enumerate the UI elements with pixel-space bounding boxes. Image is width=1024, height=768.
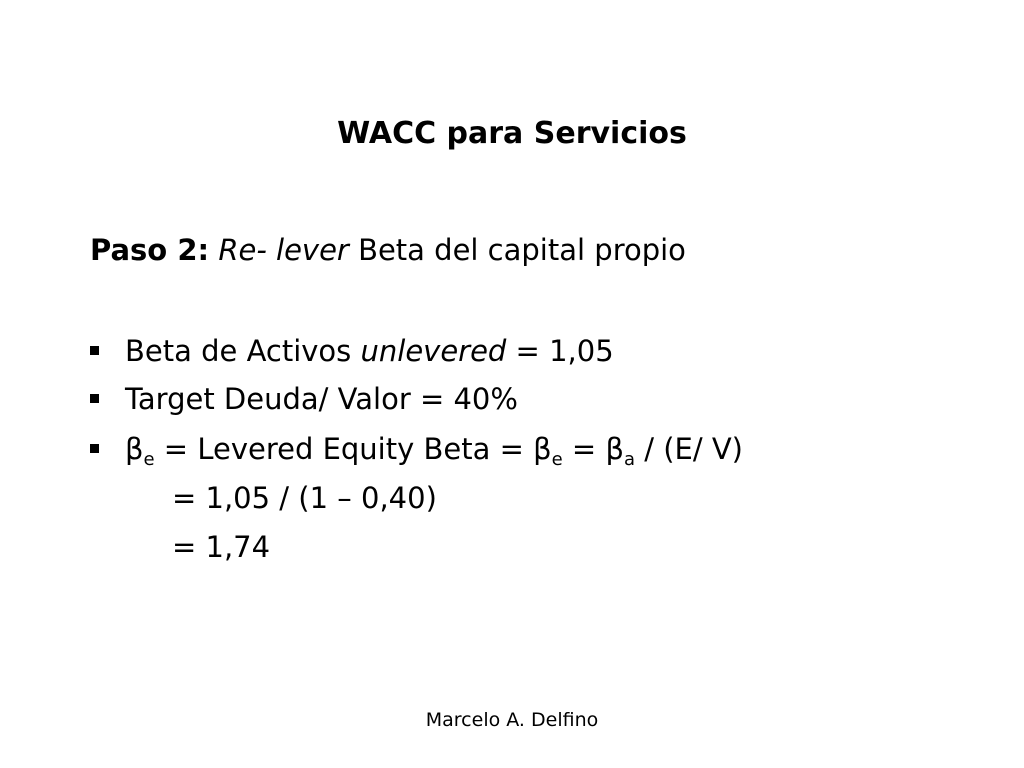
bullet-marker-icon — [90, 444, 99, 453]
bullet-italic: unlevered — [360, 334, 507, 368]
bullet-text — [125, 432, 743, 470]
step-re: Re- — [218, 233, 267, 267]
formula-text: = — [562, 432, 606, 466]
footer-author: Marcelo A. Delfino — [425, 709, 599, 731]
step-lever: lever — [276, 233, 349, 267]
bullet-text: Target Deuda/ Valor = 40% — [125, 382, 518, 416]
bullet-text — [125, 334, 614, 368]
step-heading — [90, 229, 686, 271]
bullet-asset-beta — [90, 330, 614, 372]
beta-symbol: β — [533, 432, 552, 466]
formula-text: = Levered Equity Beta = — [154, 432, 534, 466]
formula-result: = 1,74 — [172, 530, 271, 564]
beta-symbol: β — [125, 432, 144, 466]
step-label: Paso 2: — [90, 233, 210, 267]
formula-continuation: = 1,05 / (1 – 0,40) — [172, 481, 437, 515]
beta-subscript: e — [551, 449, 563, 470]
bullet-levered-beta — [90, 428, 743, 470]
bullet-suffix: = 1,05 — [506, 334, 614, 368]
formula-text: / (E/ V) — [635, 432, 743, 466]
beta-subscript: a — [623, 449, 635, 470]
slide-title: WACC para Servicios — [337, 116, 687, 151]
bullet-prefix: Beta de Activos — [125, 334, 361, 368]
bullet-target-debt — [90, 378, 518, 420]
step-rest: Beta del capital propio — [358, 233, 686, 267]
beta-subscript: e — [143, 449, 155, 470]
beta-symbol: β — [605, 432, 624, 466]
bullet-marker-icon — [90, 346, 99, 355]
bullet-marker-icon — [90, 394, 99, 403]
